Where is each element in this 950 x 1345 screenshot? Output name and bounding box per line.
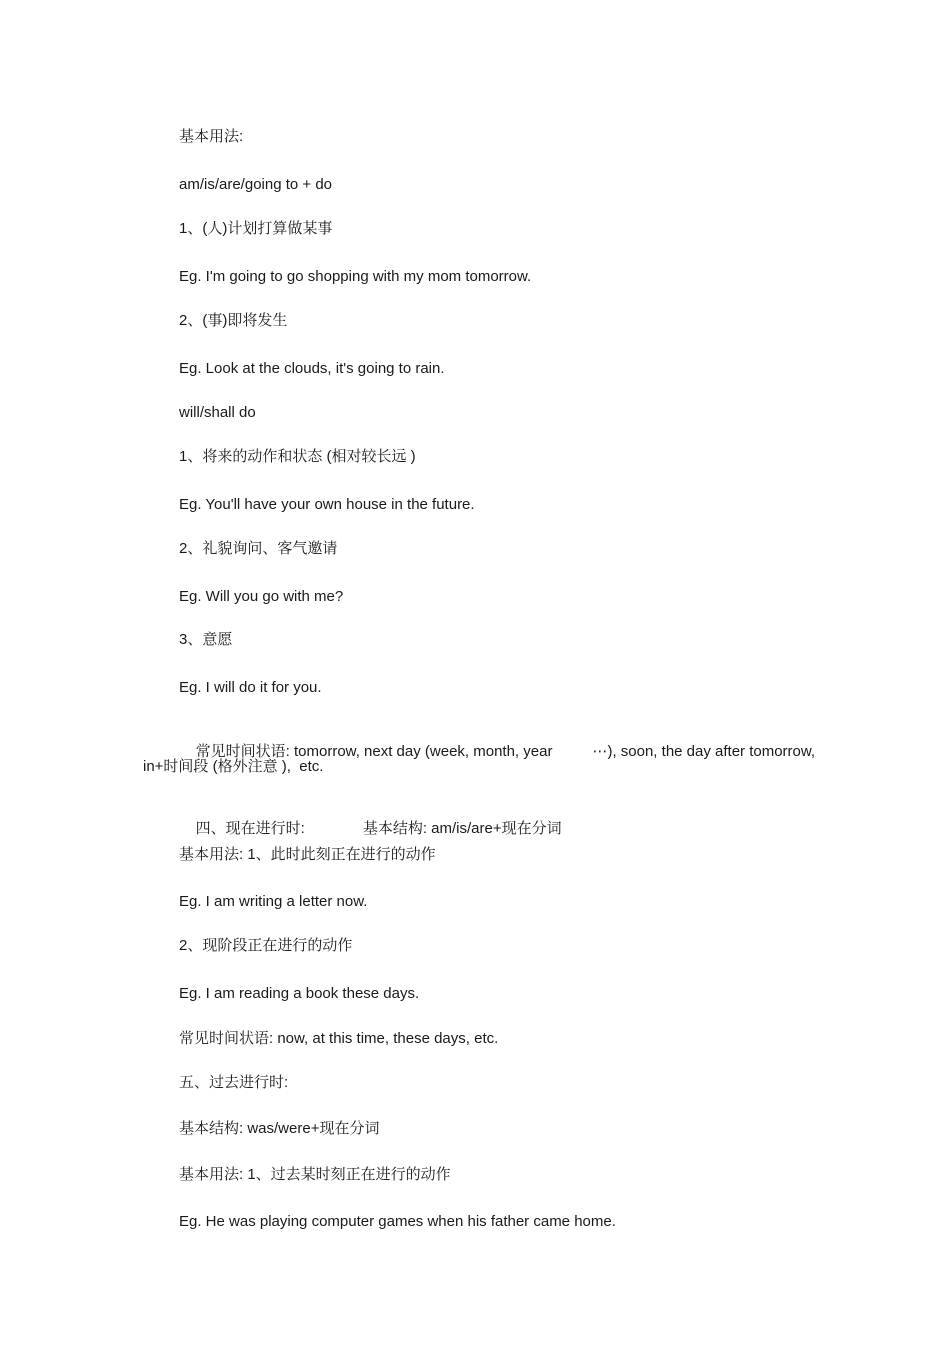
future-time-adverbials-continued: in+时间段 (格外注意 ), etc. <box>143 758 324 775</box>
will-example-3: Eg. I will do it for you. <box>179 679 322 696</box>
present-continuous-structure: 基本结构: am/is/are+现在分词 <box>362 820 562 837</box>
past-continuous-usage-1: 基本用法: 1、过去某时刻正在进行的动作 <box>179 1166 451 1183</box>
going-to-usage-1: 1、(人)计划打算做某事 <box>179 220 333 237</box>
past-continuous-heading: 五、过去进行时: <box>179 1074 289 1091</box>
will-usage-1: 1、将来的动作和状态 (相对较长远 ) <box>179 448 416 465</box>
going-to-structure: am/is/are/going to + do <box>179 176 333 193</box>
will-usage-3: 3、意愿 <box>179 631 233 648</box>
going-to-usage-2: 2、(事)即将发生 <box>179 312 288 329</box>
present-continuous-usage-2: 2、现阶段正在进行的动作 <box>179 937 353 954</box>
will-example-1: Eg. You'll have your own house in the future. <box>179 496 475 513</box>
present-continuous-title: 四、现在进行时: <box>195 820 305 837</box>
past-continuous-example-1: Eg. He was playing computer games when his father came home. <box>179 1213 616 1230</box>
present-continuous-usage-1: 基本用法: 1、此时此刻正在进行的动作 <box>179 846 436 863</box>
will-example-2: Eg. Will you go with me? <box>179 588 344 605</box>
present-continuous-time-adverbials: 常见时间状语: now, at this time, these days, etc. <box>179 1030 499 1047</box>
usage-heading: 基本用法: <box>179 128 244 145</box>
going-to-example-1: Eg. I'm going to go shopping with my mom tomorrow. <box>179 268 532 285</box>
past-continuous-structure: 基本结构: was/were+现在分词 <box>179 1120 380 1137</box>
will-usage-2: 2、礼貌询问、客气邀请 <box>179 540 338 557</box>
future-time-adverbials-part-2: ⋯), soon, the day after tomorrow, <box>592 743 816 760</box>
present-continuous-example-2: Eg. I am reading a book these days. <box>179 985 420 1002</box>
going-to-example-2: Eg. Look at the clouds, it's going to rain. <box>179 360 445 377</box>
will-structure: will/shall do <box>179 404 256 421</box>
present-continuous-example-1: Eg. I am writing a letter now. <box>179 893 368 910</box>
future-time-adverbials-part-1: 常见时间状语: tomorrow, next day (week, month, year <box>195 743 553 760</box>
